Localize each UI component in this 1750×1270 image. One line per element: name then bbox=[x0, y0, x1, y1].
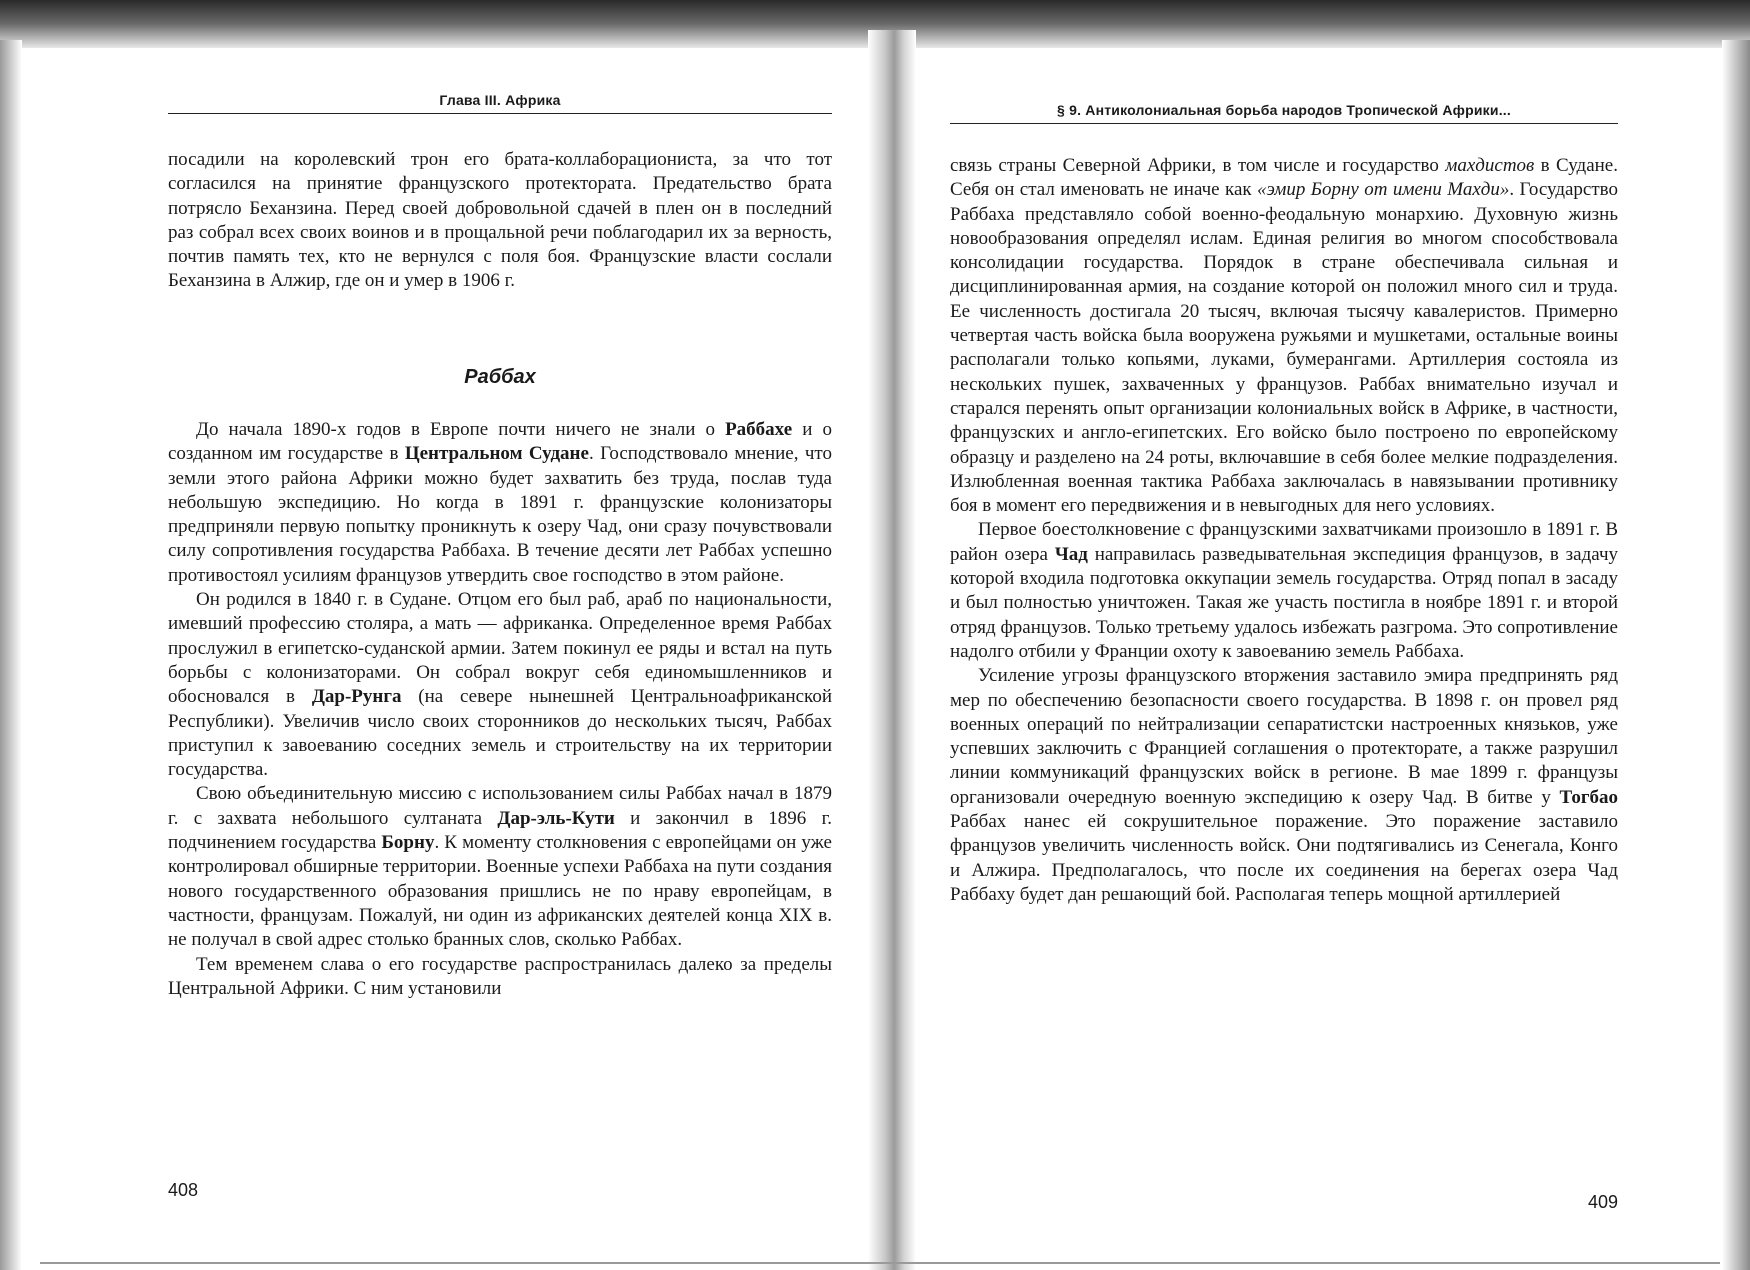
bold-term: Дар-эль-Кути bbox=[497, 807, 615, 829]
italic-term: «эмир Борну от имени Махди» bbox=[1257, 179, 1510, 201]
bold-term: Борну bbox=[381, 832, 435, 854]
right-page bbox=[950, 0, 1618, 1270]
scan-right-edge bbox=[1722, 40, 1750, 1270]
page-number-left: 408 bbox=[168, 1180, 199, 1200]
paragraph: Он родился в 1840 г. в Судане. Отцом его был раб, араб по национальности, имевший профессию столяра, а мать — африканка. Определенное время Раббах прослужил в египетско-суданской армии. Затем покинул ее ряды и встал на путь борьбы с колонизаторами. Он собрал вокруг себя единомышленников и обосновался в Дар-Рунга (на севере нынешней Центральноафриканской Республики). Увеличив число своих сторонников до нескольких тысяч, Раббах приступил к завоеванию соседних земель и строительству на их территории государства. bbox=[168, 589, 832, 781]
section-title: Раббах bbox=[464, 366, 536, 388]
paragraph: связь страны Северной Африки, в том числе и государство махдистов в Судане. Себя он стал именовать не иначе как «эмир Борну от имени Махди». Государство Раббаха представляло собой военно-феодальную монархию. Духовную жизнь новообразования определял ислам. Единая религия во многом способствовала консолидации государства. Порядок в стране обеспечивала сильная и дисциплинированная армия, на создание которой он положил много сил и труда. Ее численность достигала 20 тысяч, включая тысячу кавалеристов. Примерно четвертая часть войска была вооружена ружьями и мушкетами, остальные воины располагали только копьями, луками, бумерангами. Артиллерия состояла из нескольких пушек, захваченных у французов. Раббах внимательно изучал и старался перенять опыт организации колониальных войск в Африке, в частности, французских и англо-египетских. Его войско было построено по европейскому образцу и разделено на 24 роты, включавшие в себя более мелкие подразделения. Излюбленная военная тактика Раббаха заключалась в навязывании противнику боя в момент его передвижения и в невыгодных для него условиях. bbox=[950, 155, 1618, 517]
bold-term: Раббахе bbox=[725, 419, 793, 440]
paragraph: Усиление угрозы французского вторжения заставило эмира предпринять ряд мер по обеспечению безопасности своего государства. В 1898 г. он провел ряд военных операций по нейтрализации сепаратистски настроенных князьков, уже успевших заключить с Францией соглашения о протекторате, а также разрушил линии коммуникаций французских войск в регионе. В мае 1899 г. французы организовали очередную военную экспедицию к озеру Чад. В битве у Тогбао Раббах нанес ей сокрушительное поражение. Это поражение заставило французов увеличить численность войск. Они подтягивались из Сенегала, Конго и Алжира. Предполагалось, что после их соединения на берегах озера Чад Раббаху будет дан решающий бой. Располагая теперь мощной артиллерией bbox=[950, 665, 1618, 905]
page-number-right: 409 bbox=[1587, 1192, 1618, 1212]
paragraph: Свою объединительную миссию с использованием силы Раббах начал в 1879 г. с захвата небольшого султаната Дар-эль-Кути и закончил в 1896 г. подчинением государства Борну. К моменту столкновения с европейцами он уже контролировал обширные территории. Военные успехи Раббаха на пути создания нового государственного образования пришлись не по нраву европейцам, в частности, французам. Пожалуй, ни один из африканских деятелей конца XIX в. не получал в свой адрес столько бранных слов, сколько Раббах. bbox=[168, 783, 832, 951]
left-running-head: Глава III. Африка bbox=[168, 92, 832, 114]
right-running-head: § 9. Антиколониальная борьба народов Тропической Африки... bbox=[950, 102, 1618, 124]
paragraph: Тем временем слава о его государстве распространилась далеко за пределы Центральной Африки. С ним установили bbox=[168, 953, 832, 999]
scan-left-edge bbox=[0, 40, 22, 1270]
italic-term: махдистов bbox=[1445, 155, 1535, 176]
bold-term: Тогбао bbox=[1559, 786, 1618, 808]
bold-term: Дар-Рунга bbox=[311, 686, 402, 708]
bold-term: Чад bbox=[1054, 543, 1088, 565]
paragraph: Первое боестолкновение с французскими захватчиками произошло в 1891 г. В район озера Чад направилась разведывательная экспедиция французов, в задачу которой входила подготовка оккупации земель государства. Отряд попал в засаду и был полностью уничтожен. Такая же участь постигла в ноябре 1891 г. и второй отряд французов. Только третьему удалось избежать разгрома. Это сопротивление надолго отбили у Франции охоту к завоеванию земель Раббаха. bbox=[950, 519, 1619, 662]
left-continuation-text bbox=[168, 148, 832, 294]
paragraph: посадили на королевский трон его брата-коллаборациониста, за что тот согласился на принятие французского протектората. Предательство брата потрясло Беханзина. Перед своей добровольной сдачей в плен он в последний раз собрал всех своих воинов и в прощальной речи поблагодарил их за верность, почтив память тех, кто не вернулся с поля боя. Французские власти сослали Беханзина в Алжир, где он и умер в 1906 г. bbox=[168, 149, 832, 292]
paragraph: До начала 1890-х годов в Европе почти ничего не знали о Раббахе и о созданном им государстве в Центральном Судане. Господствовало мнение, что земли этого района Африки можно будет захватить без труда, послав туда небольшую экспедицию. Но когда в 1891 г. французские колонизаторы предприняли первую попытку проникнуть к озеру Чад, они сразу почувствовали силу сопротивления государства Раббаха. В течение десяти лет Раббах успешно противостоял усилиям французов утвердить свое господство в этом районе. bbox=[168, 419, 832, 586]
left-body-text bbox=[168, 418, 832, 1001]
bold-term: Центральном Судане bbox=[404, 443, 589, 465]
left-page bbox=[168, 0, 832, 1270]
right-body-text bbox=[950, 154, 1618, 907]
book-gutter bbox=[868, 30, 916, 1270]
